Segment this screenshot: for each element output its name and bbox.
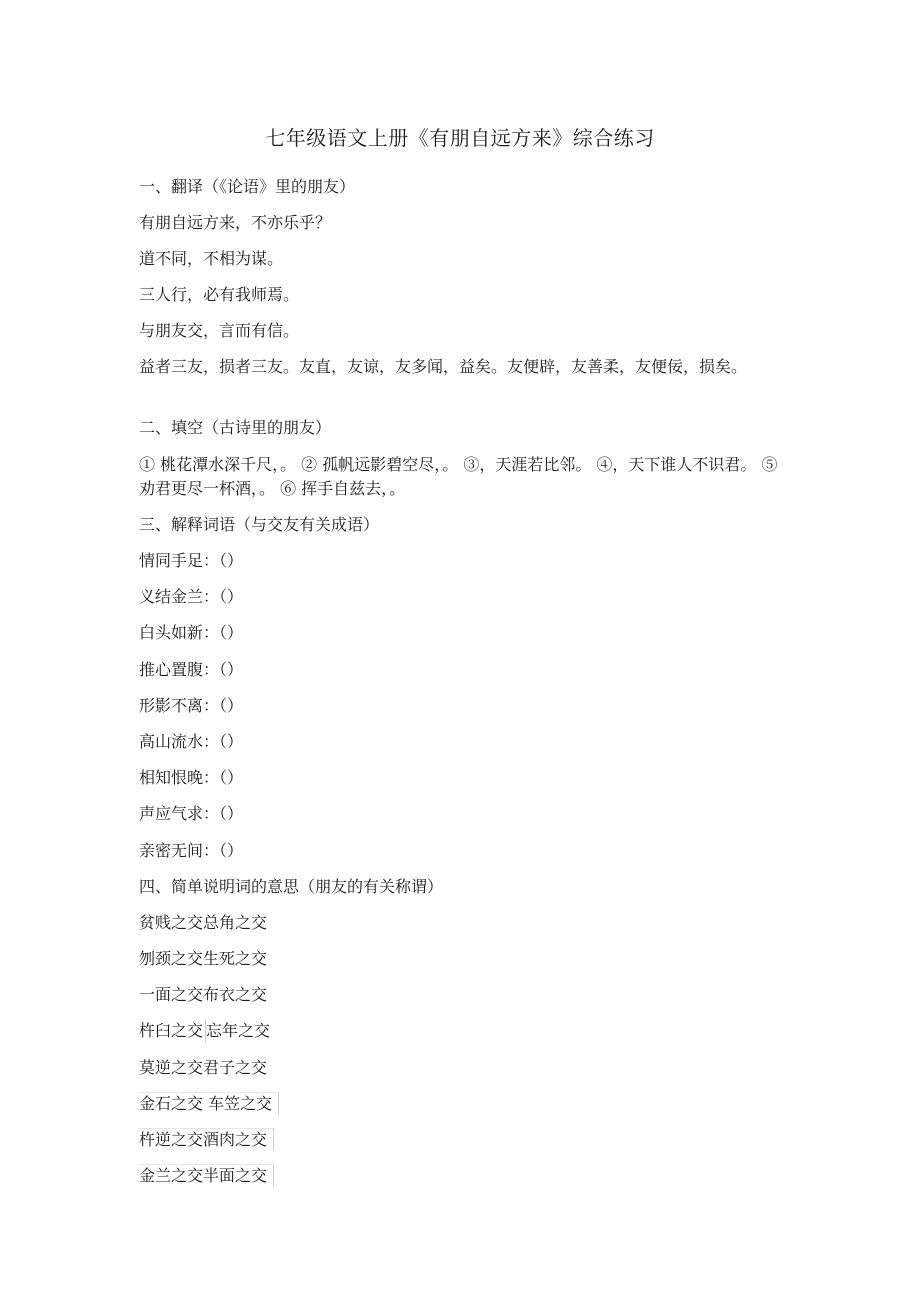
friend-term-item: 一面之交布衣之交 [139,985,268,1004]
idiom-item: 相知恨晚：（） [139,768,244,787]
idiom-item: 义结金兰：（） [139,587,244,606]
section-heading-friend-terms: 四、简单说明词的意思（朋友的有关称谓） [139,877,444,896]
friend-term-left: 杵臼之交 [139,1019,206,1043]
section-heading-fill-blank: 二、填空（古诗里的朋友） [139,418,332,437]
friend-term-item: 贫贱之交总角之交 [139,913,268,932]
friend-term-item: 莫逆之交君子之交 [139,1058,268,1077]
translation-item: 与朋友交，言而有信。 [139,321,300,340]
section-heading-translation: 一、翻译（《论语》里的朋友） [139,177,356,196]
friend-term-item [139,1128,789,1152]
translation-item: 三人行，必有我师焉。 [139,285,300,304]
friend-term-item [139,1164,789,1188]
translation-item: 有朋自远方来，不亦乐乎？ [139,213,332,232]
idiom-item: 白头如新：（） [139,623,244,642]
fill-blank-content: ① 桃花潭水深千尺，。 ② 孤帆远影碧空尽，。 ③，天涯若比邻。 ④，天下谁人不识君。 ⑤ 劝君更尽一杯酒，。 ⑥ 挥手自兹去，。 [139,455,778,498]
idiom-item: 情同手足：（） [139,551,244,570]
friend-term-framed: 金兰之交半面之交 [139,1164,274,1187]
translation-item: 益者三友，损者三友。友直，友谅，友多闻，益矣。友便辟，友善柔，友便佞，损矣。 [139,357,748,376]
friend-term-item [139,1019,789,1043]
friend-term-item: 刎颈之交生死之交 [139,949,268,968]
idiom-item: 亲密无间：（） [139,841,244,860]
friend-term-framed: 金石之交 车笠之交 [139,1092,279,1115]
translation-item: 道不同，不相为谋。 [139,249,284,268]
idiom-item: 推心置腹：（） [139,660,244,679]
page-title: 七年级语文上册《有朋自远方来》综合练习 [265,126,655,150]
section-heading-idioms: 三、解释词语（与交友有关成语） [139,515,380,534]
friend-term-item [139,1092,789,1116]
idiom-item: 声应气求：（） [139,804,244,823]
idiom-item: 高山流水：（） [139,732,244,751]
friend-term-right: 忘年之交 [206,1021,271,1040]
friend-term-framed: 杵逆之交酒肉之交 [139,1128,274,1151]
idiom-item: 形影不离：（） [139,696,244,715]
